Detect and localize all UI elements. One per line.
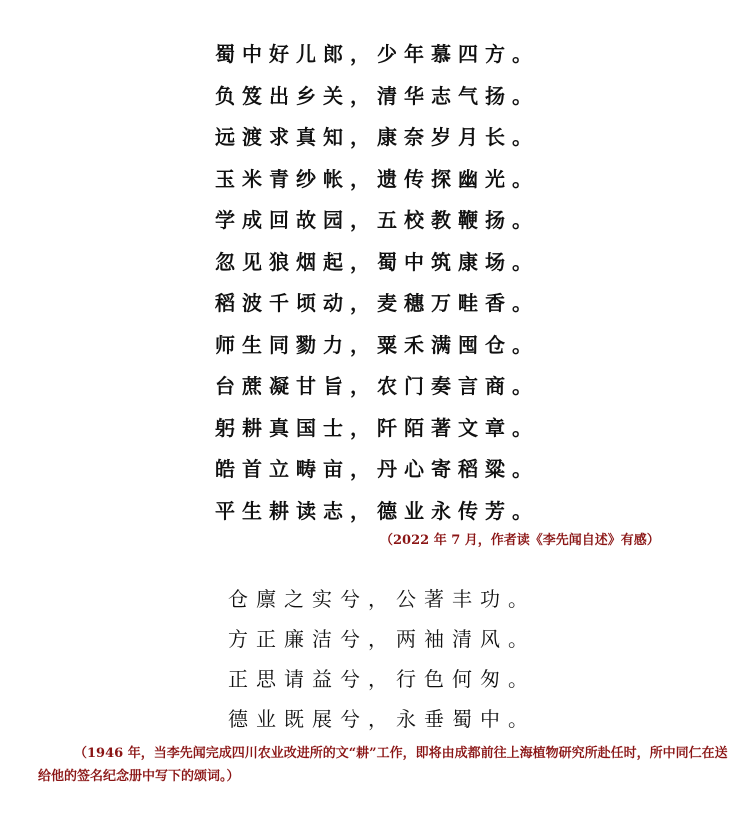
poem-line: 远渡求真知，康奈岁月长。 xyxy=(215,125,539,149)
main-poem xyxy=(215,34,545,532)
poem-line: 躬耕真国士，阡陌著文章。 xyxy=(215,415,539,440)
poem-line: 皓首立畴亩，丹心寄稻粱。 xyxy=(215,457,539,481)
tribute-line: 方正廉洁兮，两袖清风。 xyxy=(228,627,536,651)
tribute-line: 仓廪之实兮，公著丰功。 xyxy=(228,587,536,611)
poem-line: 忽见狼烟起，蜀中筑康场。 xyxy=(215,249,539,274)
poem-line: 台蔗凝甘旨，农门奏言商。 xyxy=(215,374,539,398)
tribute-poem-note: （1946 年，当李先闻完成四川农业改进所的文“耕”工作，即将由成都前往上海植物研究所赴任时，所中同仁在送给他的签名纪念册中写下的颂词。） xyxy=(38,746,728,784)
poem-line: 平生耕读志，德业永传芳。 xyxy=(215,498,539,523)
main-poem-note: （2022 年 7 月，作者读《李先闻自述》有感） xyxy=(380,533,660,548)
poem-line: 玉米青纱帐，遗传探幽光。 xyxy=(215,166,539,191)
tribute-poem xyxy=(228,579,548,739)
poem-line: 蜀中好儿郎，少年慕四方。 xyxy=(215,42,539,66)
poem-line: 稻波千顷动，麦穗万畦香。 xyxy=(215,291,539,315)
poem-line: 师生同勠力，粟禾满囤仓。 xyxy=(215,332,539,357)
tribute-line: 正思请益兮，行色何匆。 xyxy=(228,667,536,691)
tribute-line: 德业既展兮，永垂蜀中。 xyxy=(228,707,536,731)
poem-line: 负笈出乡关，清华志气扬。 xyxy=(215,83,539,108)
poem-line: 学成回故园，五校教鞭扬。 xyxy=(215,208,539,232)
